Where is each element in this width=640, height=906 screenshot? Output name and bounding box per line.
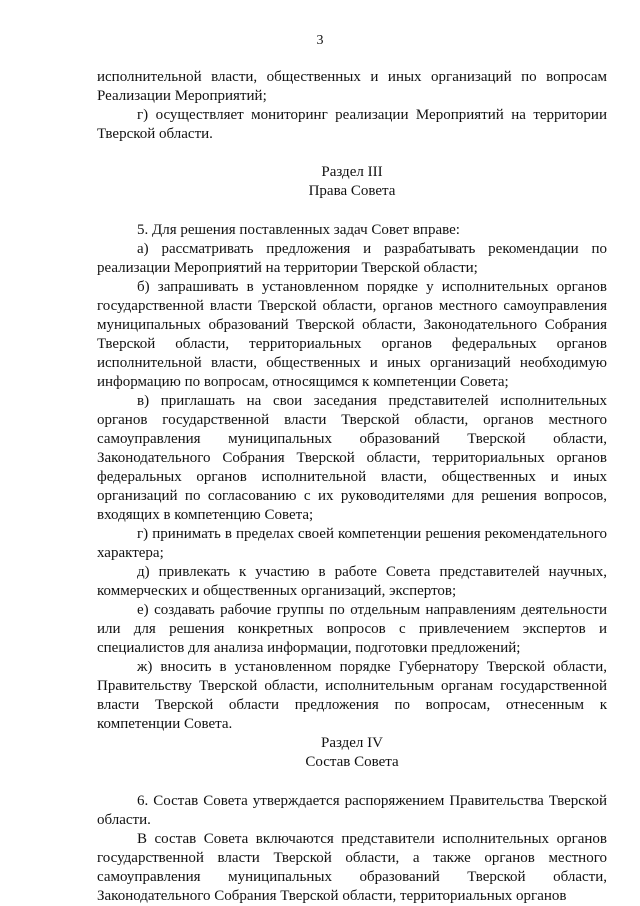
section-title: Состав Совета xyxy=(305,754,399,770)
section-number: Раздел IV xyxy=(320,735,383,751)
paragraph: 5. Для решения поставленных задач Совет вправе: xyxy=(137,222,460,238)
section-number: Раздел III xyxy=(321,164,383,180)
paragraph: ж) вносить в установленном порядке Губернатору Тверской области, Правительству Тверской области, исполнительным органам государственной власти Тверской области предложения по вопросам, отнесенным к компетенции Совета. xyxy=(97,659,607,732)
section-title: Права Совета xyxy=(308,183,396,199)
paragraph: е) создавать рабочие группы по отдельным направлениям деятельности или для решения конкретных вопросов с привлечением экспертов и специалистов для анализа информации, подготовки предложений; xyxy=(97,602,607,656)
paragraph: б) запрашивать в установленном порядке у исполнительных органов государственной власти Тверской области, органов местного самоуправления муниципальных образований Тверской области, Законодательного Собрания Тверской области, территориальных органов федеральных органов исполнительной власти, общественных и иных организаций необходимую информацию по вопросам, относящимся к компетенции Совета; xyxy=(97,279,607,390)
paragraph: в) приглашать на свои заседания представителей исполнительных органов государственной власти Тверской области, органов местного самоуправления муниципальных образований Тверской области, Законодательного Собрания Тверской области, территориальных органов федеральных органов исполнительной власти, общественных и иных организаций по согласованию с их руководителями для решения вопросов, входящих в компетенцию Совета; xyxy=(97,393,607,523)
paragraph: 6. Состав Совета утверждается распоряжением Правительства Тверской области. xyxy=(97,793,607,828)
paragraph: г) принимать в пределах своей компетенции решения рекомендательного характера; xyxy=(97,526,607,561)
paragraph: исполнительной власти, общественных и иных организаций по вопросам Реализации Мероприятий; xyxy=(97,69,607,104)
page-number: 3 xyxy=(316,33,324,48)
paragraph: а) рассматривать предложения и разрабатывать рекомендации по реализации Мероприятий на территории Тверской области; xyxy=(97,241,607,276)
paragraph: д) привлекать к участию в работе Совета представителей научных, коммерческих и общественных организаций, экспертов; xyxy=(97,564,607,599)
paragraph: г) осуществляет мониторинг реализации Мероприятий на территории Тверской области. xyxy=(97,107,607,142)
paragraph: В состав Совета включаются представители исполнительных органов государственной власти Тверской области, а также органов местного самоуправления муниципальных образований Тверской области, Законодательного Собрания Тверской области, территориальных органов xyxy=(97,831,607,904)
document-body xyxy=(97,68,607,906)
